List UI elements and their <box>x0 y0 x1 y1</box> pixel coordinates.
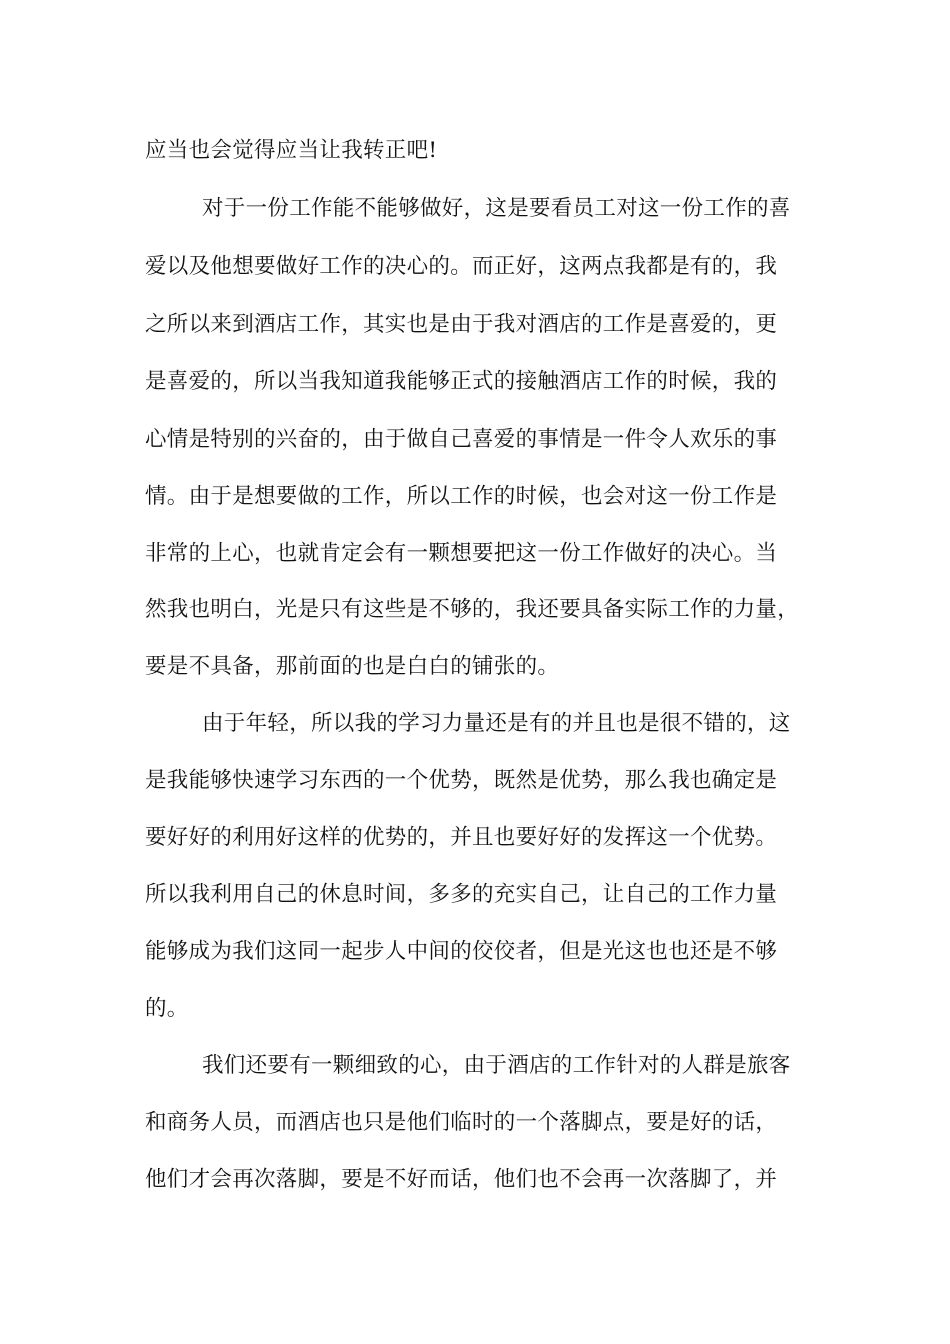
text-line: 应当也会觉得应当让我转正吧! <box>145 138 438 163</box>
text-line: 是喜爱的，所以当我知道我能够正式的接触酒店工作的时候，我的 <box>145 369 778 394</box>
text-line: 爱以及他想要做好工作的决心的。而正好，这两点我都是有的，我 <box>145 254 778 279</box>
text-line: 能够成为我们这同一起步人中间的佼佼者，但是光这也也还是不够 <box>145 939 778 964</box>
text-line: 要好好的利用好这样的优势的，并且也要好好的发挥这一个优势。 <box>145 825 778 850</box>
text-line: 之所以来到酒店工作，其实也是由于我对酒店的工作是喜爱的，更 <box>145 312 778 337</box>
paragraph-first-line: 我们还要有一颗细致的心，由于酒店的工作针对的人群是旅客 <box>202 1053 791 1078</box>
text-line: 的。 <box>145 996 189 1021</box>
text-line: 是我能够快速学习东西的一个优势，既然是优势，那么我也确定是 <box>145 768 778 793</box>
text-line: 情。由于是想要做的工作，所以工作的时候，也会对这一份工作是 <box>145 484 778 509</box>
text-line: 和商务人员，而酒店也只是他们临时的一个落脚点，要是好的话， <box>145 1110 778 1135</box>
text-line: 非常的上心，也就肯定会有一颗想要把这一份工作做好的决心。当 <box>145 541 778 566</box>
text-line: 心情是特别的兴奋的，由于做自己喜爱的事情是一件令人欢乐的事 <box>145 427 778 452</box>
text-line: 要是不具备，那前面的也是白白的铺张的。 <box>145 654 560 679</box>
paragraph-first-line: 由于年轻，所以我的学习力量还是有的并且也是很不错的，这 <box>202 711 791 736</box>
text-line: 他们才会再次落脚，要是不好而话，他们也不会再一次落脚了，并 <box>145 1167 778 1192</box>
text-line: 然我也明白，光是只有这些是不够的，我还要具备实际工作的力量， <box>145 597 800 622</box>
text-line: 所以我利用自己的休息时间，多多的充实自己，让自己的工作力量 <box>145 882 778 907</box>
paragraph-first-line: 对于一份工作能不能够做好，这是要看员工对这一份工作的喜 <box>202 196 791 221</box>
